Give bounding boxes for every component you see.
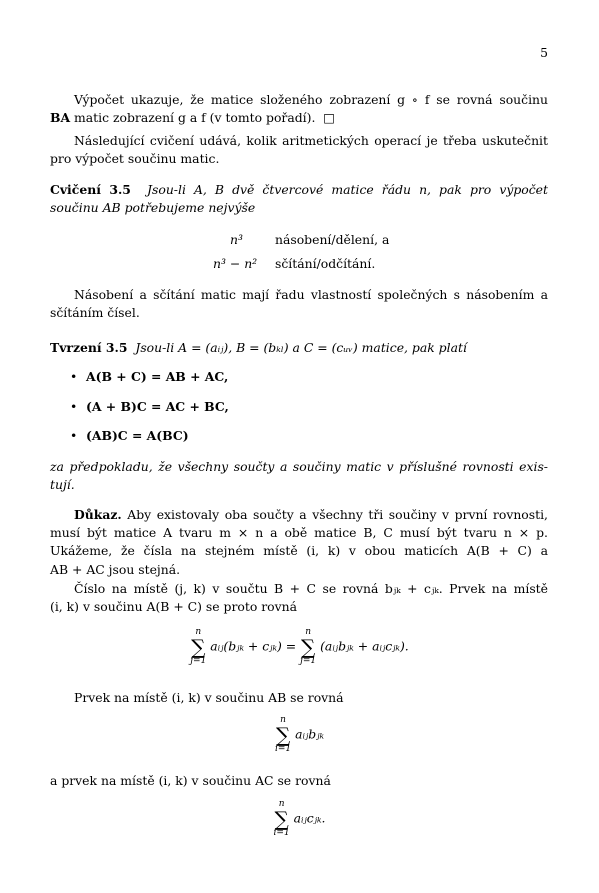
theorem-item-1: A(B + C) = AB + AC, (86, 369, 229, 384)
proof-head: Důkaz. (74, 507, 122, 522)
sum-symbol: n ∑ i=1 (275, 715, 292, 754)
proof-line5: Číslo na místě (j, k) v součtu B + C se rovná bⱼₖ + cⱼₖ. Prvek na místě (74, 581, 548, 596)
proof-line2: musí být matice A tvaru m × n a obě matice B, C musí být tvaru n × p. (50, 525, 548, 540)
p1-line2 (50, 109, 335, 127)
p1-ba: BA (50, 110, 71, 125)
proof-line7: Prvek na místě (i, k) v součinu AB se rovná (74, 690, 344, 705)
exercise-head: Cvičení 3.5 (50, 182, 131, 197)
bullet-icon: • (70, 428, 78, 443)
proof-line6: (i, k) v součinu A(B + C) se proto rovná (50, 599, 297, 614)
p3-line2: sčítáním čísel. (50, 305, 140, 320)
p2-line2: pro výpočet součinu matic. (50, 151, 220, 166)
equation-1-left: aᵢⱼ(bⱼₖ + cⱼₖ) = (210, 638, 297, 654)
theorem-cond1: za předpokladu, že všechny součty a součiny matic v příslušné rovnosti exis- (50, 459, 548, 474)
sum-symbol: n ∑ j=1 (190, 627, 207, 666)
proof-line4: AB + AC jsou stejná. (50, 562, 181, 577)
qed-icon: □ (323, 110, 335, 125)
page-number: 5 (540, 45, 548, 60)
proof-line8: a prvek na místě (i, k) v součinu AC se rovná (50, 773, 331, 788)
exercise-row2-text: sčítání/odčítání. (275, 256, 376, 271)
sum-symbol: n ∑ j=1 (300, 627, 317, 666)
proof-line3: Ukážeme, že čísla na stejném místě (i, k) v obou maticích A(B + C) a (50, 543, 548, 558)
equation-2-body: aᵢⱼbⱼₖ (295, 726, 324, 742)
exercise-line2: součinu AB potřebujeme nejvýše (50, 200, 256, 215)
theorem-cond2: tují. (50, 477, 75, 492)
proof-line1 (74, 506, 548, 524)
exercise-row1-text: násobení/dělení, a (275, 232, 390, 247)
theorem-item-3: (AB)C = A(BC) (86, 428, 189, 443)
equation-2 (0, 716, 599, 754)
exercise-text1: Jsou-li A, B dvě čtvercové matice řádu n, pak pro výpočet (147, 182, 548, 197)
bullet-icon: • (70, 399, 78, 414)
p1-line1: Výpočet ukazuje, že matice složeného zobrazení g ∘ f se rovná součinu (74, 92, 548, 107)
sum-symbol: n ∑ i=1 (273, 799, 290, 838)
exercise-row1-expr: n³ (230, 232, 243, 247)
p3-line1: Násobení a sčítání matic mají řadu vlastností společných s násobením a (74, 287, 548, 302)
equation-3-body: aᵢⱼcⱼₖ. (293, 810, 326, 826)
p2-line1: Následující cvičení udává, kolik aritmetických operací je třeba uskutečnit (74, 133, 548, 148)
exercise-line1 (50, 181, 548, 199)
equation-3 (0, 800, 599, 838)
theorem-line1 (50, 339, 467, 357)
theorem-text1: Jsou-li A = (aᵢⱼ), B = (bₖₗ) a C = (cᵤᵥ) matice, pak platí (135, 340, 467, 355)
equation-1-right: (aᵢⱼbⱼₖ + aᵢⱼcⱼₖ). (320, 638, 409, 654)
theorem-item-2: (A + B)C = AC + BC, (86, 399, 229, 414)
proof-text1: Aby existovaly oba součty a všechny tři součiny v první rovnosti, (127, 507, 548, 522)
p1-line2-text: matic zobrazení g a f (v tomto pořadí). (70, 110, 316, 125)
theorem-head: Tvrzení 3.5 (50, 340, 128, 355)
exercise-row2-expr: n³ − n² (213, 256, 258, 271)
bullet-icon: • (70, 369, 78, 384)
equation-1 (0, 628, 599, 666)
